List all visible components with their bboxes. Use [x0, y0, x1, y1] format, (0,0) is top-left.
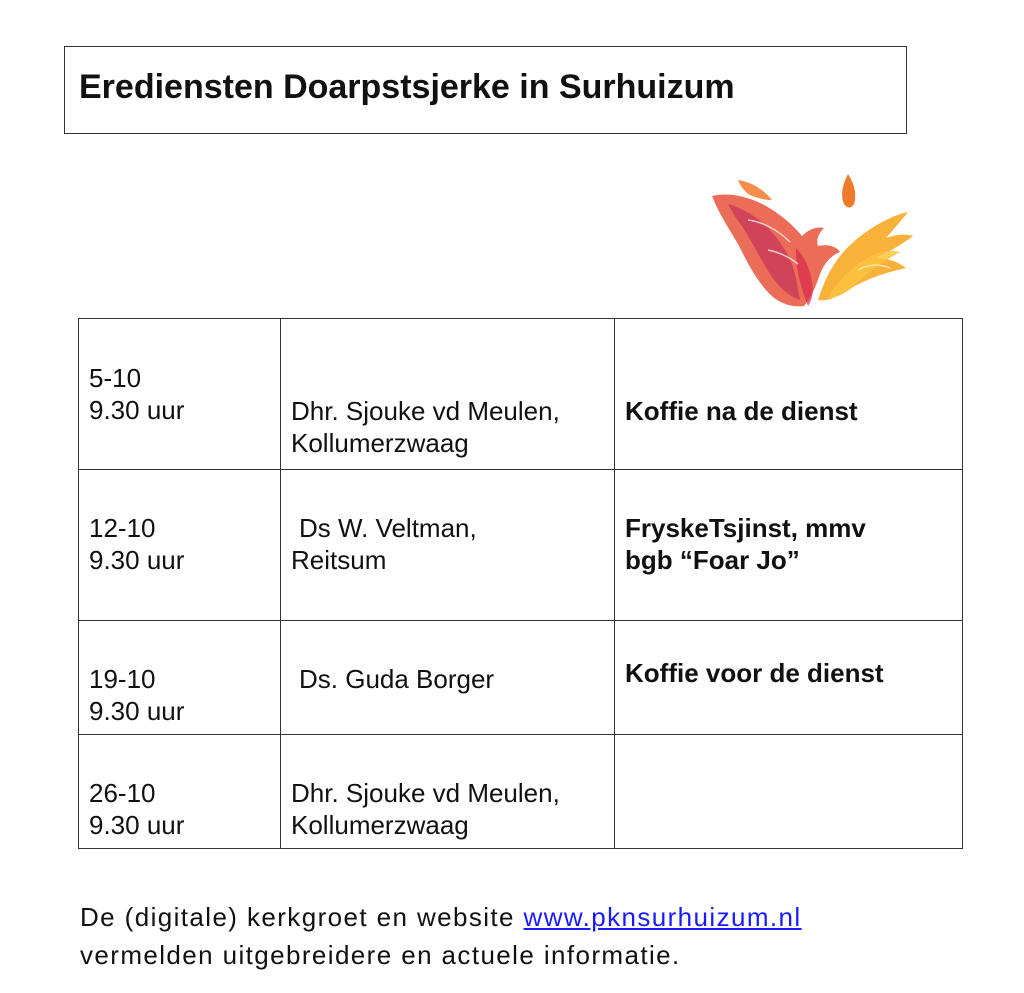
note-cell	[615, 470, 963, 621]
leader-cell	[281, 621, 615, 735]
service-time: 9.30 uur	[89, 696, 185, 726]
service-date: 26-10	[89, 778, 156, 808]
footer-text-intro: De (digitale) kerkgroet en website	[80, 902, 524, 932]
leader-cell	[281, 470, 615, 621]
footer-text-outro: vermelden uitgebreidere en actuele informatie.	[80, 940, 681, 970]
page-title: Erediensten Doarpstsjerke in Surhuizum	[79, 68, 735, 106]
note-cell	[615, 621, 963, 735]
service-time: 9.30 uur	[89, 395, 185, 425]
table-row	[79, 470, 963, 621]
note-text: Koffie voor de dienst	[625, 658, 884, 688]
leader-cell	[281, 735, 615, 849]
leader-name: Dhr. Sjouke vd Meulen,	[291, 396, 560, 426]
note-text: Koffie na de dienst	[625, 396, 858, 426]
service-date: 5-10	[89, 363, 142, 393]
note-text: FryskeTsjinst, mmv	[625, 513, 866, 543]
leader-place: Kollumerzwaag	[291, 810, 469, 840]
leader-name: Dhr. Sjouke vd Meulen,	[291, 778, 560, 808]
note-text-2: bgb “Foar Jo”	[625, 545, 800, 575]
leader-name: Ds. Guda Borger	[299, 664, 495, 694]
date-cell	[79, 621, 281, 735]
service-schedule-table	[78, 318, 963, 849]
leader-place: Kollumerzwaag	[291, 428, 469, 458]
leader-place: Reitsum	[291, 545, 387, 575]
service-time: 9.30 uur	[89, 545, 185, 575]
date-cell	[79, 470, 281, 621]
service-date: 12-10	[89, 513, 156, 543]
note-cell	[615, 319, 963, 470]
leader-name: Ds W. Veltman,	[299, 513, 477, 543]
service-time: 9.30 uur	[89, 810, 185, 840]
date-cell	[79, 319, 281, 470]
table-row	[79, 735, 963, 849]
website-link[interactable]: www.pknsurhuizum.nl	[523, 902, 802, 932]
title-box	[64, 46, 907, 134]
leader-cell	[281, 319, 615, 470]
date-cell	[79, 735, 281, 849]
table-row	[79, 621, 963, 735]
service-date: 19-10	[89, 664, 156, 694]
note-cell	[615, 735, 963, 849]
table-row	[79, 319, 963, 470]
flame-dove-logo-icon	[708, 160, 918, 310]
footer-info	[80, 898, 980, 974]
